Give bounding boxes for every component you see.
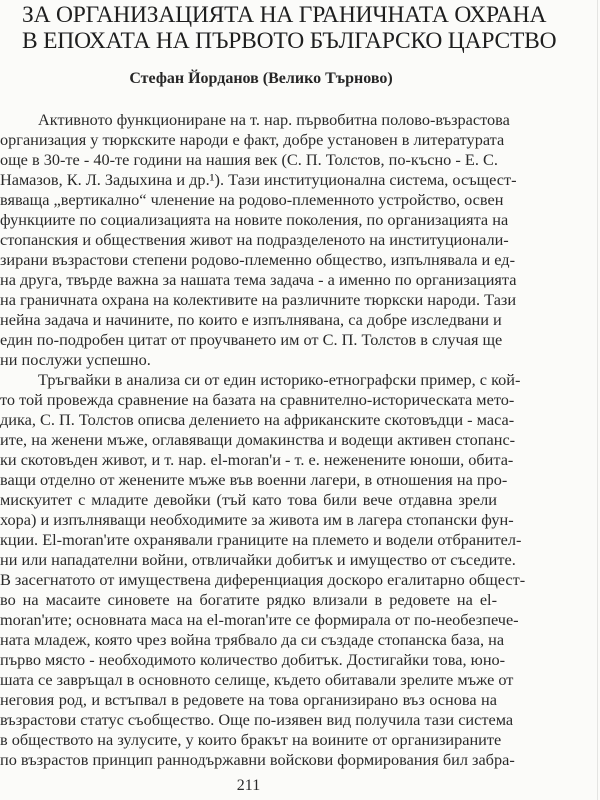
text-line: хора) и изпълняващи необходимите за живота им в лагера стопански фун- xyxy=(0,510,514,529)
text-line: ващи отделно от женените мъже във военни лагери, в отношения на про- xyxy=(0,470,508,489)
text-line: в обществото на зулусите, у които бракът на воините от организираните xyxy=(0,730,502,749)
text-line: ите, на женени мъже, оглавяващи домакинства и водещи активен стопанс- xyxy=(0,430,516,449)
title-line: ЗА ОРГАНИЗАЦИЯТА НА ГРАНИЧНАТА ОХРАНА xyxy=(22,2,547,28)
text-line: зирани възрастови степени родово-племенно общество, изпълнявала и ед- xyxy=(0,250,516,269)
text-line: В засегнатото от имуществена диференциация доскоро егалитарно общест- xyxy=(0,570,526,589)
text-line: кции. El-moran'ите охранявали границите на племето и водели отбранител- xyxy=(0,530,522,549)
text-line: неговия род, и встъпвал в редовете на това организирано въз основа на xyxy=(0,690,497,709)
text-line: на друга, твърде важна за нашата тема задача - а именно по организацията xyxy=(0,270,517,289)
title-line: В ЕПОХАТА НА ПЪРВОТО БЪЛГАРСКО ЦАРСТВО xyxy=(22,28,557,54)
text-line: на граничната охрана на колективите на различните тюркски народи. Тази xyxy=(0,290,517,309)
text-line: един по-подробен цитат от проучването им от С. П. Толстов в случая ще xyxy=(0,330,503,349)
article-title xyxy=(22,2,557,54)
text-line: Намазов, К. Л. Задыхина и др.¹). Тази институционална система, осъщест- xyxy=(0,170,517,189)
text-line: ни послужи успешно. xyxy=(0,350,151,369)
text-line: по възрастов принцип раннодържавни войскови формирования бил забра- xyxy=(0,750,515,769)
text-line: Тръгвайки в анализа си от един историко-етнографски пример, с кой- xyxy=(38,370,521,389)
text-line: функциите по социализацията на новите поколения, по организацията на xyxy=(0,210,509,229)
text-line: ната младеж, която чрез война трябвало да си създаде стопанска база, на xyxy=(0,630,505,649)
text-line: ки скотовъден живот, и т. нар. el-moran'и - т. е. неженените юноши, обита- xyxy=(0,450,514,469)
text-line: още в 30-те - 40-те години на нашия век (С. П. Толстов, по-късно - Е. С. xyxy=(0,150,498,169)
page-number: 211 xyxy=(236,777,261,794)
text-line: първо място - необходимото количество добитък. Достигайки това, юно- xyxy=(0,650,506,669)
author-byline: Стефан Йорданов (Велико Търново) xyxy=(129,70,393,87)
article-body xyxy=(0,110,526,770)
text-line: организация у тюркските народи е факт, добре установен в литературата xyxy=(0,130,505,149)
text-line: ни или нападателни войни, отвличайки добитък и имущество от съседите. xyxy=(0,550,516,569)
text-line: moran'ите; основната маса на el-moran'ите се формирала от по-необезпече- xyxy=(0,610,519,629)
text-line: дика, С. П. Толстов описва делението на африканските скотовъдци - маса- xyxy=(0,410,515,429)
paragraph-1 xyxy=(0,110,517,370)
text-line: шата се завръщал в основното селище, където обитавали зрелите мъже от xyxy=(0,670,514,689)
text-line: во на масаите синовете на богатите рядко влизали в редовете на el- xyxy=(0,590,497,609)
text-line: възрастови статус съобщество. Още по-изявен вид получила тази система xyxy=(0,710,514,729)
scan-edge-divider xyxy=(597,0,598,800)
text-line: то той провежда сравнение на базата на сравнително-историческата мето- xyxy=(0,390,515,409)
paragraph-2 xyxy=(0,370,526,770)
text-line: Активното функциониране на т. нар. първобитна полово-възрастова xyxy=(38,110,510,129)
text-line: мискуитет с младите девойки (тъй като това били вече отдавна зрели xyxy=(0,490,497,509)
text-line: нейна задача и начините, по които е изпълнявана, са добре изследвани и xyxy=(0,310,502,329)
text-line: вяваща „вертикално“ членение на родово-племенното устройство, освен xyxy=(0,190,504,209)
text-line: стопанския и обществения живот на подразделеното на институционали- xyxy=(0,230,509,249)
